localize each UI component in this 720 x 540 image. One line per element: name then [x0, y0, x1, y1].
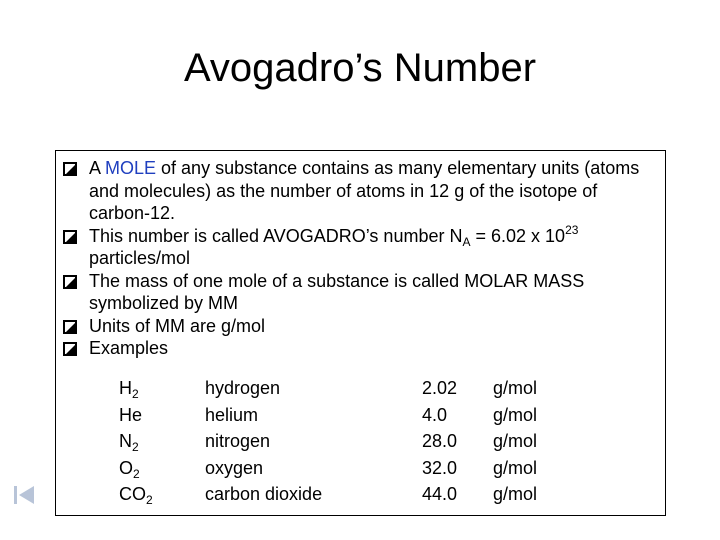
example-row [0, 402, 720, 429]
checkbox-bullet-icon [63, 162, 77, 176]
example-unit: g/mol [493, 457, 538, 478]
example-name: hydrogen [205, 378, 281, 398]
bullet-avogadro-text: This number is called AVOGADRO’s number N [89, 225, 463, 246]
example-unit: g/mol [493, 484, 538, 504]
bullet-examples [63, 337, 663, 360]
bullet-units [63, 315, 663, 338]
example-value: 44.0 [422, 484, 458, 504]
example-formula: $H_2$ [119, 378, 139, 401]
example-row [0, 428, 720, 455]
example-row [0, 481, 720, 508]
example-unit: g/mol [493, 431, 538, 451]
example-name: nitrogen [205, 431, 271, 451]
bullet-avogadro-end: particles/mol [89, 248, 191, 268]
example-name: oxygen [205, 457, 264, 478]
slide-title: Avogadro’s Number [183, 46, 537, 90]
bullet-molar-mass [63, 270, 663, 315]
bullet-molar-mass-text: The mass of one mole of a substance is called MOLAR MASS symbolized by MM [89, 270, 585, 313]
example-unit: g/mol [493, 404, 538, 425]
bullet-mole-prefix: A [89, 158, 106, 178]
bullet-avogadro [63, 222, 663, 270]
first-slide-icon[interactable] [12, 484, 36, 506]
example-formula: $N_2$ [119, 431, 139, 454]
example-formula: $CO_2$ [119, 484, 153, 507]
example-row [0, 375, 720, 402]
bullet-avogadro-mid: = 6.02 x 10 [470, 225, 566, 246]
avogadro-subscript: A [462, 234, 471, 249]
example-value: 4.0 [422, 404, 448, 425]
example-value: 32.0 [422, 457, 458, 478]
bullet-mole [63, 157, 663, 225]
checkbox-bullet-icon [63, 320, 77, 334]
example-unit: g/mol [493, 378, 538, 398]
checkbox-bullet-icon [63, 275, 77, 289]
example-value: 2.02 [422, 378, 458, 398]
bullet-list [63, 157, 663, 360]
example-name: helium [205, 404, 259, 425]
examples-table [0, 375, 720, 515]
example-value: 28.0 [422, 431, 458, 451]
example-formula: He [119, 404, 143, 425]
avogadro-exponent: 23 [565, 222, 579, 237]
example-row [0, 455, 720, 482]
example-formula: $O_2$ [119, 457, 140, 481]
example-name: carbon dioxide [205, 484, 323, 504]
mole-highlight: MOLE [105, 158, 157, 178]
bullet-examples-text: Examples [89, 338, 169, 358]
bullet-mole-rest: of any substance contains as many elementary units (atoms and molecules) as the number of atoms in 12 g of the isotope of carbon-12. [89, 158, 640, 223]
checkbox-bullet-icon [63, 342, 77, 356]
checkbox-bullet-icon [63, 230, 77, 244]
bullet-units-text: Units of MM are g/mol [89, 315, 266, 336]
